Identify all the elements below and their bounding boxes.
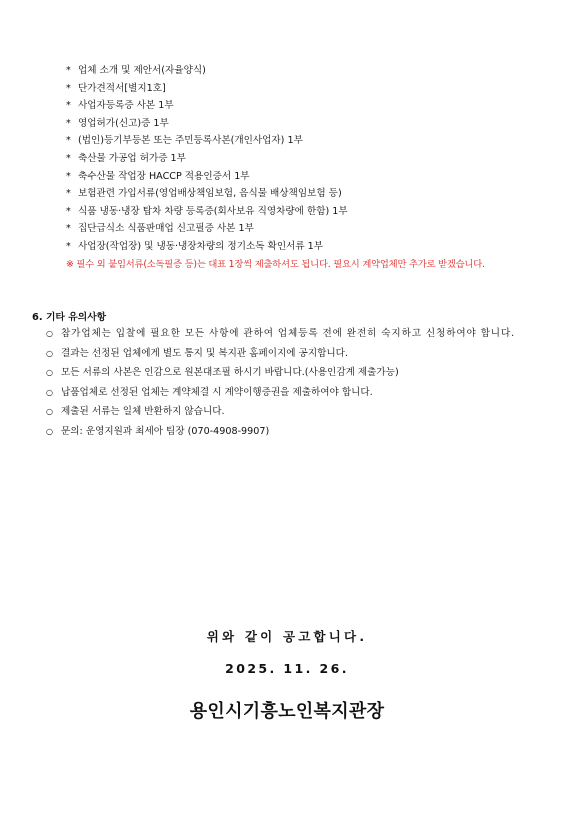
list-item bbox=[46, 386, 542, 400]
document-item-text: 보험관련 가입서류(영업배상책임보험, 음식물 배상책임보험 등) bbox=[78, 188, 342, 200]
bullet-marker: * bbox=[66, 205, 71, 217]
bullet-marker: * bbox=[66, 188, 71, 200]
document-item-text: (법인)등기부등본 또는 주민등록사본(개인사업자) 1부 bbox=[78, 135, 303, 147]
list-item bbox=[46, 347, 542, 361]
list-item bbox=[66, 150, 546, 168]
precaution-text: 납품업체로 선정된 업체는 계약체결 시 계약이행증권을 제출하여야 합니다. bbox=[61, 386, 373, 398]
circle-bullet-icon: ○ bbox=[46, 329, 54, 338]
document-item-text: 사업자등록증 사본 1부 bbox=[78, 100, 174, 112]
precaution-text: 참가업체는 입찰에 필요한 모든 사항에 관하여 업체등록 전에 완전히 숙지하고 신청하여야 합니다. bbox=[61, 328, 516, 339]
bullet-marker: * bbox=[66, 223, 71, 235]
document-item-text: 식품 냉동·냉장 탑차 차량 등록증(회사보유 직영차량에 한함) 1부 bbox=[78, 205, 348, 217]
document-item-text: 집단급식소 식품판매업 신고필증 사본 1부 bbox=[78, 223, 254, 235]
document-item-text: 축산물 가공업 허가증 1부 bbox=[78, 152, 186, 164]
list-item bbox=[66, 115, 546, 133]
issuer-signature: 용인시기흥노인복지관장 bbox=[189, 701, 385, 722]
list-item bbox=[66, 203, 546, 221]
list-item bbox=[66, 220, 546, 238]
bullet-marker: * bbox=[66, 135, 71, 147]
bullet-marker: * bbox=[66, 152, 71, 164]
bullet-marker: * bbox=[66, 240, 71, 252]
list-item bbox=[46, 327, 542, 341]
list-item bbox=[66, 97, 546, 115]
list-item bbox=[46, 366, 542, 380]
contact-info: 문의: 운영지원과 최세아 팀장 (070-4908-9907) bbox=[61, 425, 270, 437]
list-item bbox=[66, 185, 546, 203]
bullet-marker: * bbox=[66, 170, 71, 182]
circle-bullet-icon: ○ bbox=[46, 426, 53, 436]
list-item bbox=[66, 80, 546, 98]
circle-bullet-icon: ○ bbox=[46, 348, 53, 358]
precaution-text: 결과는 선정된 업체에게 별도 통지 및 복지관 홈페이지에 공지합니다. bbox=[61, 347, 348, 359]
document-item-text: 사업장(작업장) 및 냉동·냉장차량의 정기소독 확인서류 1부 bbox=[78, 240, 324, 252]
bullet-marker: * bbox=[66, 65, 71, 76]
list-item bbox=[66, 132, 546, 150]
circle-bullet-icon: ○ bbox=[46, 387, 53, 397]
document-item-text: 단가견적서[별지1호] bbox=[78, 82, 166, 94]
circle-bullet-icon: ○ bbox=[46, 368, 53, 377]
bullet-marker: * bbox=[66, 100, 71, 112]
bullet-marker: * bbox=[66, 82, 71, 94]
precaution-text: 제출된 서류는 일체 반환하지 않습니다. bbox=[61, 406, 225, 417]
list-item bbox=[46, 425, 542, 439]
announcement-phrase: 위와 같이 공고합니다. bbox=[206, 629, 368, 644]
list-item bbox=[66, 168, 546, 186]
circle-bullet-icon: ○ bbox=[46, 407, 53, 416]
document-item-text: 업체 소개 및 제안서(자율양식) bbox=[78, 65, 206, 76]
list-item bbox=[66, 238, 546, 256]
precautions-list bbox=[46, 327, 542, 444]
document-item-text: 축수산물 작업장 HACCP 적용인증서 1부 bbox=[78, 170, 250, 182]
list-item bbox=[66, 62, 546, 80]
section-title: 6. 기타 유의사항 bbox=[32, 312, 107, 323]
list-item bbox=[46, 405, 542, 419]
announcement-date: 2025. 11. 26. bbox=[225, 661, 349, 676]
attachment-note: ※ 필수 외 붙임서류(소독필증 등)는 대표 1장씩 제출하셔도 됩니다. 필요시 계약업체만 추가로 받겠습니다. bbox=[66, 258, 485, 270]
document-item-text: 영업허가(신고)증 1부 bbox=[78, 117, 169, 129]
precaution-text: 모든 서류의 사본은 인감으로 원본대조필 하시기 바랍니다.(사용인감계 제출가능) bbox=[61, 367, 399, 378]
required-documents-list bbox=[66, 62, 546, 273]
bullet-marker: * bbox=[66, 117, 71, 129]
